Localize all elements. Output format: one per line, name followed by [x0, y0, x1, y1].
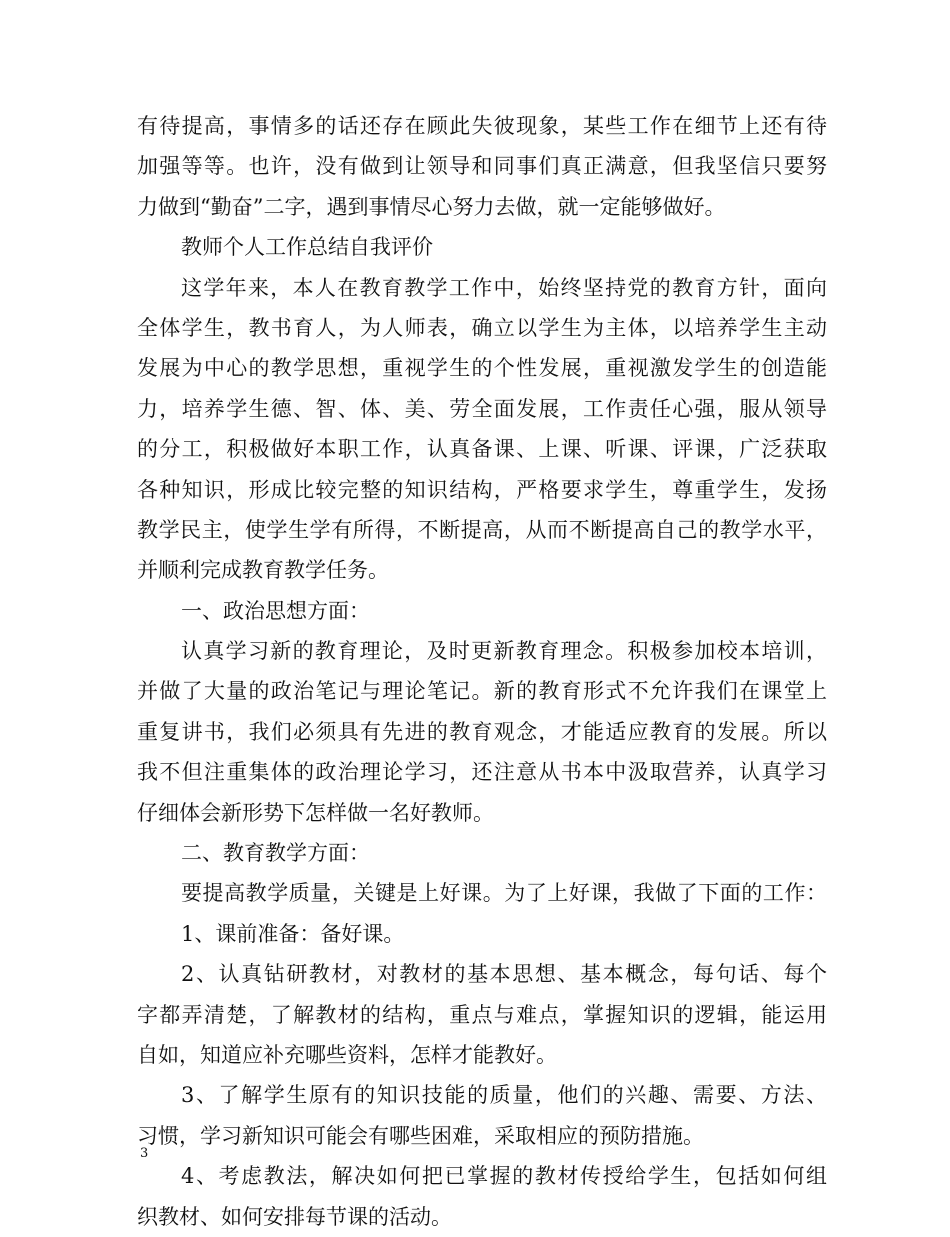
- text-line: 重复讲书，我们必须具有先进的教育观念，才能适应教育的发展。所以: [137, 719, 827, 744]
- body-text: [137, 106, 827, 1237]
- text-line: 的分工，积极做好本职工作，认真备课、上课、听课、评课，广泛获取: [137, 437, 827, 462]
- text-line: 加强等等。也许，没有做到让领导和同事们真正满意，但我坚信只要努: [137, 154, 827, 179]
- text-line: 教学民主，使学生学有所得，不断提高，从而不断提高自己的教学水平，: [137, 517, 827, 542]
- text-line: 这学年来，本人在教育教学工作中，始终坚持党的教育方针，面向: [181, 275, 827, 300]
- text-line: 织教材、如何安排每节课的活动。: [137, 1204, 452, 1229]
- text-line: 我不但注重集体的政治理论学习，还注意从书本中汲取营养，认真学习: [137, 760, 827, 785]
- text-line: 并做了大量的政治笔记与理论笔记。新的教育形式不允许我们在课堂上: [137, 679, 827, 704]
- text-line: 3、了解学生原有的知识技能的质量，他们的兴趣、需要、方法、: [181, 1083, 827, 1108]
- text-line: 力，培养学生德、智、体、美、劳全面发展，工作责任心强，服从领导: [137, 396, 827, 421]
- text-line: 要提高教学质量，关键是上好课。为了上好课，我做了下面的工作：: [181, 881, 827, 906]
- text-line: 二、教育教学方面：: [181, 841, 370, 866]
- text-line: 2、认真钻研教材，对教材的基本思想、基本概念，每句话、每个: [181, 962, 827, 987]
- text-line: 有待提高，事情多的话还存在顾此失彼现象，某些工作在细节上还有待: [137, 114, 827, 138]
- text-line: 1、课前准备：备好课。: [181, 921, 405, 946]
- text-line: 字都弄清楚，了解教材的结构，重点与难点，掌握知识的逻辑，能运用: [137, 1002, 827, 1027]
- text-line: 认真学习新的教育理论，及时更新教育理念。积极参加校本培训，: [181, 639, 827, 664]
- text-line: 教师个人工作总结自我评价: [181, 235, 433, 260]
- text-line: 4、考虑教法，解决如何把已掌握的教材传授给学生，包括如何组: [181, 1164, 827, 1189]
- text-line: 发展为中心的教学思想，重视学生的个性发展，重视激发学生的创造能: [137, 356, 827, 381]
- text-line: 自如，知道应补充哪些资料，怎样才能教好。: [137, 1042, 557, 1067]
- text-line: 并顺利完成教育教学任务。: [137, 558, 389, 583]
- text-line: 一、政治思想方面：: [181, 598, 370, 623]
- text-line: 仔细体会新形势下怎样做一名好教师。: [137, 800, 494, 825]
- text-line: 力做到“勤奋”二字，遇到事情尽心努力去做，就一定能够做好。: [137, 194, 726, 219]
- text-line: 全体学生，教书育人，为人师表，确立以学生为主体，以培养学生主动: [137, 315, 827, 340]
- text-line: 各种知识，形成比较完整的知识结构，严格要求学生，尊重学生，发扬: [137, 477, 827, 502]
- text-line: 习惯，学习新知识可能会有哪些困难，采取相应的预防措施。: [137, 1123, 704, 1148]
- page-number: 3: [140, 1146, 149, 1161]
